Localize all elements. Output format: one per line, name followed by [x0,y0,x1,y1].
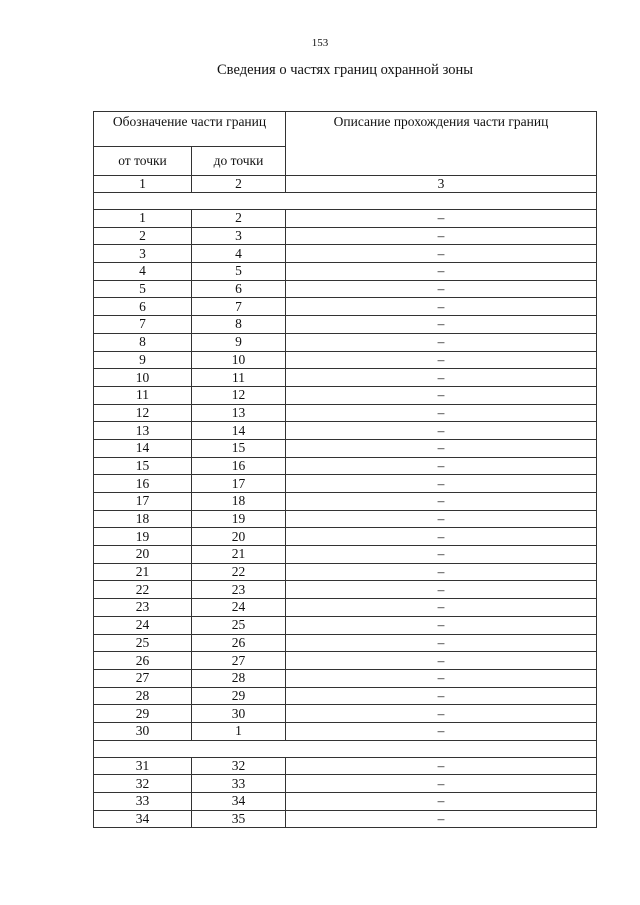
to-point-cell: 15 [192,439,286,457]
from-point-cell: 6 [94,298,192,316]
table-row [94,457,597,475]
description-cell: – [286,810,597,828]
description-cell: – [286,793,597,811]
description-cell: – [286,687,597,705]
description-cell: – [286,616,597,634]
to-point-cell: 3 [192,227,286,245]
header-boundary-description: Описание прохождения части границ [286,112,597,176]
table-row [94,810,597,828]
from-point-cell: 19 [94,528,192,546]
table-row [94,793,597,811]
description-cell: – [286,386,597,404]
description-cell: – [286,280,597,298]
group-separator-cell [94,193,597,210]
to-point-cell: 5 [192,263,286,281]
table-row [94,563,597,581]
description-cell: – [286,263,597,281]
to-point-cell: 6 [192,280,286,298]
table-row [94,422,597,440]
table-row [94,616,597,634]
table-row [94,263,597,281]
table-row [94,510,597,528]
description-cell: – [286,634,597,652]
table-row [94,316,597,334]
from-point-cell: 8 [94,333,192,351]
from-point-cell: 26 [94,652,192,670]
table-row [94,722,597,740]
from-point-cell: 4 [94,263,192,281]
table-row [94,687,597,705]
from-point-cell: 27 [94,669,192,687]
group-separator-cell [94,740,597,757]
to-point-cell: 2 [192,210,286,228]
table-row [94,280,597,298]
to-point-cell: 17 [192,475,286,493]
table-row [94,351,597,369]
table-row [94,599,597,617]
from-point-cell: 14 [94,439,192,457]
from-point-cell: 25 [94,634,192,652]
description-cell: – [286,546,597,564]
table-row [94,245,597,263]
description-cell: – [286,245,597,263]
column-number-3: 3 [286,176,597,193]
description-cell: – [286,333,597,351]
description-cell: – [286,599,597,617]
from-point-cell: 31 [94,757,192,775]
from-point-cell: 28 [94,687,192,705]
description-cell: – [286,493,597,511]
from-point-cell: 2 [94,227,192,245]
from-point-cell: 22 [94,581,192,599]
table-row [94,757,597,775]
header-boundary-part-designation: Обозначение части границ [94,112,286,147]
to-point-cell: 35 [192,810,286,828]
from-point-cell: 34 [94,810,192,828]
description-cell: – [286,652,597,670]
from-point-cell: 30 [94,722,192,740]
document-title: Сведения о частях границ охранной зоны [217,62,473,78]
from-point-cell: 5 [94,280,192,298]
from-point-cell: 16 [94,475,192,493]
description-cell: – [286,722,597,740]
to-point-cell: 18 [192,493,286,511]
to-point-cell: 7 [192,298,286,316]
from-point-cell: 3 [94,245,192,263]
description-cell: – [286,775,597,793]
table-row [94,493,597,511]
to-point-cell: 28 [192,669,286,687]
table-row [94,404,597,422]
table-row [94,634,597,652]
description-cell: – [286,404,597,422]
description-cell: – [286,227,597,245]
table-row [94,227,597,245]
to-point-cell: 14 [192,422,286,440]
to-point-cell: 10 [192,351,286,369]
to-point-cell: 1 [192,722,286,740]
description-cell: – [286,757,597,775]
from-point-cell: 29 [94,705,192,723]
table-row [94,386,597,404]
description-cell: – [286,298,597,316]
description-cell: – [286,422,597,440]
description-cell: – [286,563,597,581]
table-row [94,298,597,316]
column-number-2: 2 [192,176,286,193]
to-point-cell: 24 [192,599,286,617]
to-point-cell: 34 [192,793,286,811]
description-cell: – [286,439,597,457]
table-header-row [94,112,597,147]
header-from-point: от точки [94,147,192,176]
table-row [94,528,597,546]
description-cell: – [286,475,597,493]
from-point-cell: 7 [94,316,192,334]
column-number-1: 1 [94,176,192,193]
description-cell: – [286,210,597,228]
from-point-cell: 1 [94,210,192,228]
group-separator-row [94,193,597,210]
table-row [94,546,597,564]
to-point-cell: 33 [192,775,286,793]
description-cell: – [286,705,597,723]
description-cell: – [286,351,597,369]
from-point-cell: 18 [94,510,192,528]
to-point-cell: 4 [192,245,286,263]
from-point-cell: 12 [94,404,192,422]
description-cell: – [286,510,597,528]
description-cell: – [286,369,597,387]
table-row [94,210,597,228]
from-point-cell: 9 [94,351,192,369]
from-point-cell: 20 [94,546,192,564]
description-cell: – [286,457,597,475]
to-point-cell: 32 [192,757,286,775]
from-point-cell: 15 [94,457,192,475]
from-point-cell: 17 [94,493,192,511]
from-point-cell: 10 [94,369,192,387]
to-point-cell: 19 [192,510,286,528]
table-row [94,369,597,387]
table-row [94,475,597,493]
description-cell: – [286,669,597,687]
page-number: 153 [311,37,329,49]
to-point-cell: 12 [192,386,286,404]
table-row [94,775,597,793]
column-number-row [94,176,597,193]
from-point-cell: 24 [94,616,192,634]
to-point-cell: 13 [192,404,286,422]
from-point-cell: 33 [94,793,192,811]
from-point-cell: 11 [94,386,192,404]
table-row [94,333,597,351]
from-point-cell: 23 [94,599,192,617]
to-point-cell: 8 [192,316,286,334]
description-cell: – [286,316,597,334]
to-point-cell: 21 [192,546,286,564]
to-point-cell: 27 [192,652,286,670]
table-row [94,439,597,457]
to-point-cell: 22 [192,563,286,581]
to-point-cell: 23 [192,581,286,599]
to-point-cell: 11 [192,369,286,387]
from-point-cell: 21 [94,563,192,581]
from-point-cell: 32 [94,775,192,793]
group-separator-row [94,740,597,757]
description-cell: – [286,581,597,599]
from-point-cell: 13 [94,422,192,440]
header-to-point: до точки [192,147,286,176]
boundary-parts-table [93,111,597,828]
to-point-cell: 25 [192,616,286,634]
table-row [94,669,597,687]
to-point-cell: 30 [192,705,286,723]
table-row [94,705,597,723]
to-point-cell: 29 [192,687,286,705]
to-point-cell: 20 [192,528,286,546]
table-row [94,652,597,670]
to-point-cell: 26 [192,634,286,652]
to-point-cell: 9 [192,333,286,351]
to-point-cell: 16 [192,457,286,475]
description-cell: – [286,528,597,546]
table-row [94,581,597,599]
